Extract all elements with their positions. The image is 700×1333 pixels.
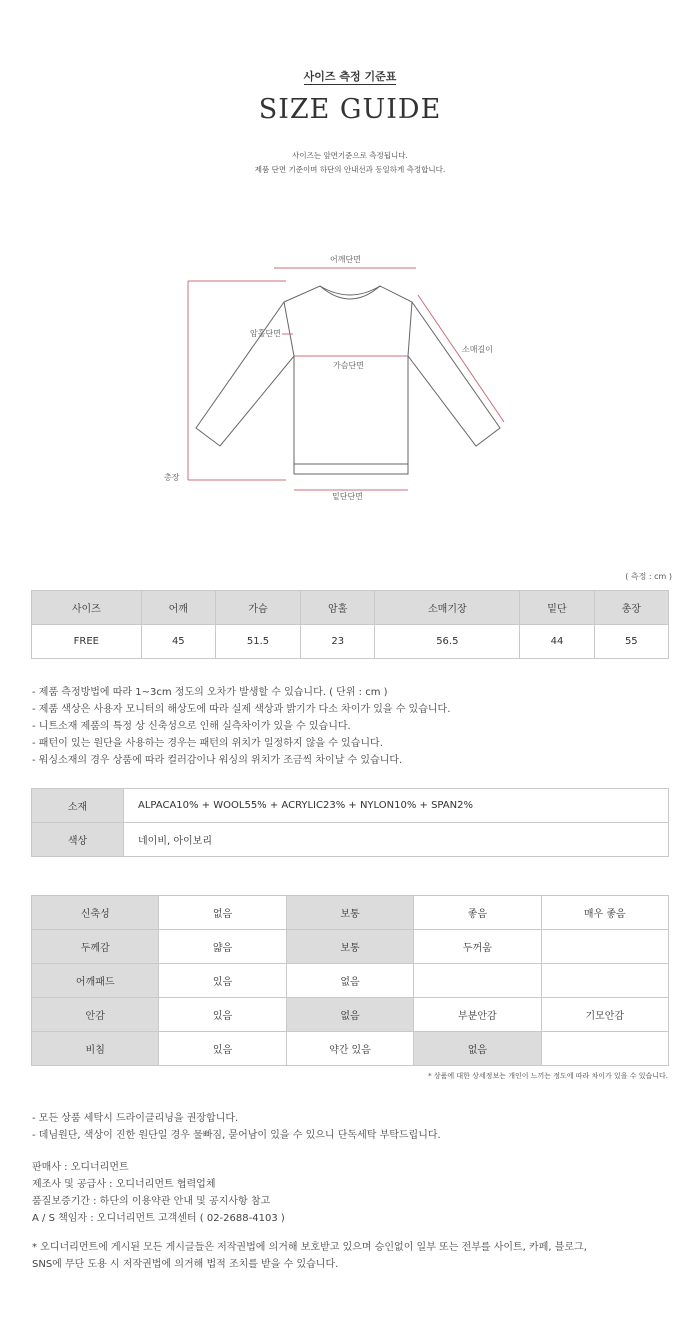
header-size: 사이즈: [32, 591, 142, 625]
header-chest: 가슴: [215, 591, 300, 625]
cell-sleeve: 56.5: [375, 625, 520, 659]
color-value: 네이비, 아이보리: [124, 823, 669, 857]
feel-cell: 약간 있음: [286, 1032, 413, 1066]
cell-hem: 44: [520, 625, 594, 659]
header-shoulder: 어깨: [141, 591, 215, 625]
feel-row-label: 비침: [32, 1032, 159, 1066]
seller-line: 제조사 및 공급사 : 오디너리먼트 협력업체: [32, 1179, 216, 1190]
cell-armhole: 23: [301, 625, 375, 659]
feel-cell: 기모안감: [541, 998, 668, 1032]
description-line-1: 사이즈는 앞면기준으로 측정됩니다.: [292, 151, 408, 160]
note-line: - 워싱소재의 경우 상품에 따라 컬러감이나 워싱의 위치가 조금씩 차이날 수 있습니다.: [32, 755, 403, 766]
feel-row-label: 안감: [32, 998, 159, 1032]
feel-row: [32, 1032, 669, 1066]
sweater-neckline: [320, 286, 380, 299]
page-title: SIZE GUIDE: [258, 94, 442, 125]
copyright-line: SNS에 무단 도용 시 저작권법에 의거해 법적 조치를 받을 수 있습니다.: [32, 1259, 339, 1270]
feel-cell: 있음: [159, 998, 286, 1032]
sweater-illustration: [160, 248, 520, 508]
armhole-seam-left: [284, 302, 294, 356]
size-table: [31, 590, 669, 659]
garment-diagram: [160, 248, 520, 508]
feel-cell: 있음: [159, 964, 286, 998]
header-hem: 밑단: [520, 591, 594, 625]
color-row: [32, 823, 669, 857]
measurement-notes: [32, 684, 450, 769]
feel-cell: 얇음: [159, 930, 286, 964]
note-line: - 패턴이 있는 원단을 사용하는 경우는 패턴의 위치가 일정하지 않을 수 있습니다.: [32, 738, 383, 749]
cell-size: FREE: [32, 625, 142, 659]
feel-cell: 두꺼움: [414, 930, 541, 964]
size-guide-subtitle: 사이즈 측정 기준표: [303, 70, 397, 83]
note-line: - 니트소재 제품의 특정 상 신축성으로 인해 실측차이가 있을 수 있습니다.: [32, 721, 351, 732]
color-label: 색상: [32, 823, 124, 857]
feel-row: [32, 964, 669, 998]
header-sleeve: 소매기장: [375, 591, 520, 625]
note-line: - 데님원단, 색상이 진한 원단일 경우 물빠짐, 묻어남이 있을 수 있으니 단독세탁 부탁드립니다.: [32, 1130, 441, 1141]
feel-row-label: 어깨패드: [32, 964, 159, 998]
label-shoulder: 어깨단면: [330, 255, 361, 264]
copyright-line: * 오디너리먼트에 게시된 모든 게시글들은 저작권법에 의거해 보호받고 있으며 승인없이 일부 또는 전부를 사이트, 카페, 블로그,: [32, 1242, 587, 1253]
header-armhole: 암홀: [301, 591, 375, 625]
note-line: - 모든 상품 세탁시 드라이클리닝을 권장합니다.: [32, 1113, 239, 1124]
feel-cell: 없음: [286, 964, 413, 998]
feel-cell: [541, 1032, 668, 1066]
material-row: [32, 789, 669, 823]
feel-cell: 좋음: [414, 896, 541, 930]
feel-cell: 부분안감: [414, 998, 541, 1032]
copyright-notice: [32, 1239, 587, 1273]
note-line: - 제품 측정방법에 따라 1~3cm 정도의 오차가 발생할 수 있습니다. ( 단위 : cm ): [32, 687, 388, 698]
cell-chest: 51.5: [215, 625, 300, 659]
feel-cell: [414, 964, 541, 998]
feel-row: [32, 998, 669, 1032]
cell-length: 55: [594, 625, 668, 659]
size-table-header-row: [32, 591, 669, 625]
sleeve-guide-line: [418, 295, 504, 422]
feel-cell: [541, 964, 668, 998]
sweater-body-outline: [196, 286, 500, 474]
feel-cell: 보통: [286, 896, 413, 930]
material-label: 소재: [32, 789, 124, 823]
seller-line: 품질보증기간 : 하단의 이용약관 안내 및 공지사항 참고: [32, 1196, 271, 1207]
feel-cell: 보통: [286, 930, 413, 964]
label-hem: 밑단단면: [332, 492, 363, 501]
feel-cell: 매우 좋음: [541, 896, 668, 930]
seller-line: 판매사 : 오디너리먼트: [32, 1162, 129, 1173]
label-sleeve: 소매길이: [462, 345, 493, 354]
cell-shoulder: 45: [141, 625, 215, 659]
label-armhole: 암홀단면: [250, 329, 281, 338]
header-length: 총장: [594, 591, 668, 625]
feel-row-label: 신축성: [32, 896, 159, 930]
description-line-2: 제품 단면 기준이며 하단의 안내선과 동일하게 측정합니다.: [254, 165, 446, 174]
feel-cell: 있음: [159, 1032, 286, 1066]
feel-row-label: 두께감: [32, 930, 159, 964]
feel-cell: [541, 930, 668, 964]
material-table: [31, 788, 669, 857]
note-line: - 제품 색상은 사용자 모니터의 해상도에 따라 실제 색상과 밝기가 다소 차이가 있을 수 있습니다.: [32, 704, 451, 715]
washing-notes: [32, 1110, 441, 1144]
feel-cell: 없음: [286, 998, 413, 1032]
feel-cell: 없음: [414, 1032, 541, 1066]
label-length: 총장: [164, 473, 180, 482]
product-feel-table: [31, 895, 669, 1066]
size-table-row: [32, 625, 669, 659]
armhole-seam-right: [408, 302, 412, 356]
feel-footnote: * 상품에 대한 상세정보는 개인이 느끼는 정도에 따라 차이가 있을 수 있습니다.: [428, 1072, 668, 1080]
measurement-unit: ( 측정 : cm ): [625, 572, 672, 581]
material-value: ALPACA10% + WOOL55% + ACRYLIC23% + NYLON10% + SPAN2%: [124, 789, 669, 823]
seller-line: A / S 책임자 : 오디너리먼트 고객센터 ( 02-2688-4103 ): [32, 1213, 285, 1224]
seller-info: [32, 1159, 285, 1227]
feel-row: [32, 930, 669, 964]
feel-cell: 없음: [159, 896, 286, 930]
feel-row: [32, 896, 669, 930]
label-chest: 가슴단면: [333, 361, 364, 370]
